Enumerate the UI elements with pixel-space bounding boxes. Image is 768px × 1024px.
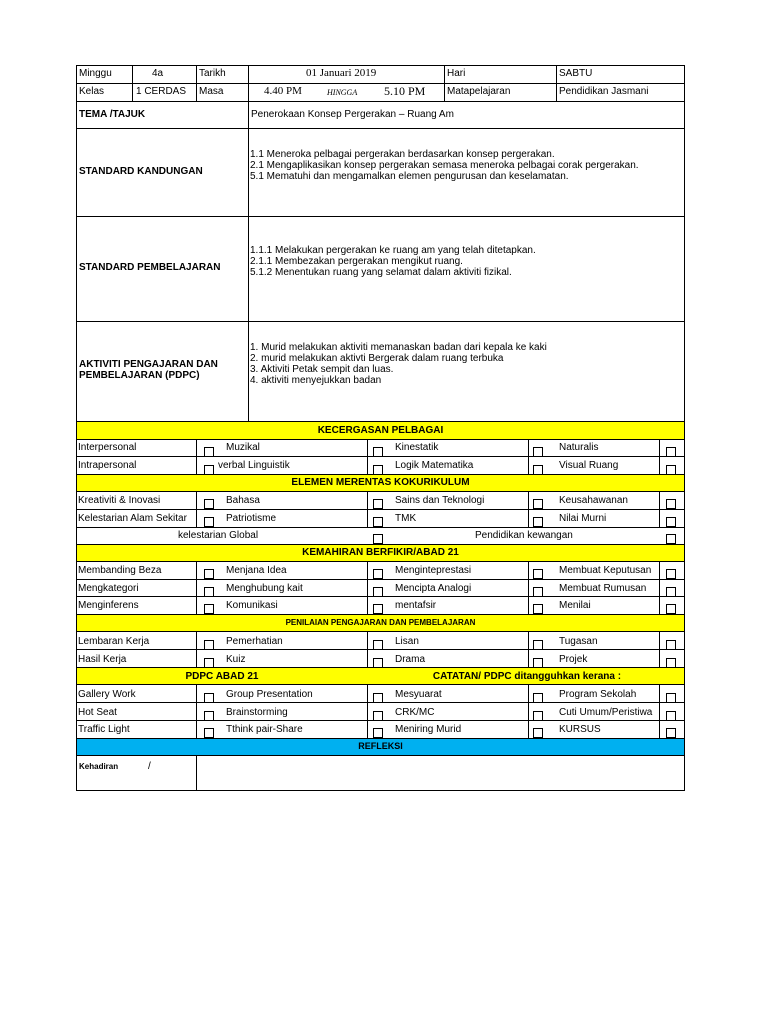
kbat-menginferens: Menginferens: [78, 600, 139, 611]
checkbox-mencipta-analogi[interactable]: [533, 587, 543, 597]
refleksi-title: REFLEKSI: [358, 741, 403, 751]
checkbox-mengintepretasi[interactable]: [533, 569, 543, 579]
checkbox-visual-ruang[interactable]: [666, 465, 676, 475]
pn-projek: Projek: [559, 654, 588, 665]
sp-line-2: 2.1.1 Membezakan pergerakan mengikut ruang.: [250, 256, 463, 267]
checkbox-projek[interactable]: [666, 658, 676, 668]
emk-title: ELEMEN MERENTAS KOKURIKULUM: [291, 477, 470, 488]
checkbox-kelestarian-alam[interactable]: [204, 517, 214, 527]
checkbox-hasil-kerja[interactable]: [204, 658, 214, 668]
kp-verbal-linguistik: verbal Linguistik: [218, 460, 290, 471]
kbat-membanding-beza: Membanding Beza: [78, 565, 162, 576]
checkbox-pemerhatian[interactable]: [373, 640, 383, 650]
pn-tugasan: Tugasan: [559, 636, 598, 647]
emk-pendidikan-kewangan: Pendidikan kewangan: [475, 530, 573, 541]
checkbox-membanding-beza[interactable]: [204, 569, 214, 579]
kbat-mentafsir: mentafsir: [395, 600, 437, 611]
kbat-membuat-keputusan: Membuat Keputusan: [559, 565, 652, 576]
checkbox-intrapersonal[interactable]: [204, 465, 214, 475]
checkbox-program-sekolah[interactable]: [666, 693, 676, 703]
masa-start: 4.40 PM: [264, 85, 302, 97]
kp-visual-ruang: Visual Ruang: [559, 460, 619, 471]
standard-kandungan-label: STANDARD KANDUNGAN: [79, 166, 203, 177]
emk-tmk: TMK: [395, 513, 417, 524]
aktiviti-line-1: 1. Murid melakukan aktiviti memanaskan badan dari kepala ke kaki: [250, 342, 547, 353]
checkbox-lisan[interactable]: [533, 640, 543, 650]
emk-kreativiti: Kreativiti & Inovasi: [78, 495, 161, 506]
kecergasan-title: KECERGASAN PELBAGAI: [317, 425, 444, 436]
checkbox-membuat-rumusan[interactable]: [666, 587, 676, 597]
hari-label: Hari: [447, 68, 466, 79]
checkbox-kursus[interactable]: [666, 728, 676, 738]
kbat-menilai: Menilai: [559, 600, 591, 611]
pdpc-hot-seat: Hot Seat: [78, 707, 117, 718]
kbat-membuat-rumusan: Membuat Rumusan: [559, 583, 647, 594]
pdpc-gallery-work: Gallery Work: [78, 689, 136, 700]
pdpc-mesyuarat: Mesyuarat: [395, 689, 442, 700]
emk-keusahawanan: Keusahawanan: [559, 495, 628, 506]
tarikh-value: 01 Januari 2019: [306, 67, 377, 79]
subject-value: Pendidikan Jasmani: [559, 86, 649, 97]
kbat-menghubung-kait: Menghubung kait: [226, 583, 303, 594]
pdpc-cuti-umum: Cuti Umum/Peristiwa: [559, 707, 653, 718]
penilaian-title: PENILAIAN PENGAJARAN DAN PEMBELAJARAN: [285, 618, 476, 627]
aktiviti-line-2: 2. murid melakukan aktivti Bergerak dalam ruang terbuka: [250, 353, 504, 364]
sp-line-3: 5.1.2 Menentukan ruang yang selamat dalam aktiviti fizikal.: [250, 267, 512, 278]
kbat-mengintepretasi: Menginteprestasi: [395, 565, 472, 576]
checkbox-tugasan[interactable]: [666, 640, 676, 650]
checkbox-mentafsir[interactable]: [533, 604, 543, 614]
checkbox-menghubung-kait[interactable]: [373, 587, 383, 597]
checkbox-group-presentation[interactable]: [373, 693, 383, 703]
checkbox-verbal-linguistik[interactable]: [373, 465, 383, 475]
pn-lisan: Lisan: [395, 636, 419, 647]
checkbox-nilai-murni[interactable]: [666, 517, 676, 527]
emk-sains: Sains dan Teknologi: [395, 495, 485, 506]
checkbox-crk-mc[interactable]: [533, 711, 543, 721]
kbat-menjana-idea: Menjana Idea: [226, 565, 287, 576]
hingga-label: HINGGA: [327, 88, 358, 97]
kp-muzikal: Muzikal: [226, 442, 260, 453]
kehadiran-separator: /: [148, 761, 151, 772]
checkbox-mengkategori[interactable]: [204, 587, 214, 597]
checkbox-patriotisme[interactable]: [373, 517, 383, 527]
checkbox-komunikasi[interactable]: [373, 604, 383, 614]
emk-bahasa: Bahasa: [226, 495, 260, 506]
tema-label: TEMA /TAJUK: [79, 109, 146, 120]
pn-hasil-kerja: Hasil Kerja: [78, 654, 127, 665]
emk-kelestarian-alam: Kelestarian Alam Sekitar: [78, 513, 187, 524]
checkbox-traffic-light[interactable]: [204, 728, 214, 738]
kbat-title: KEMAHIRAN BERFIKIR/ABAD 21: [302, 547, 459, 558]
pdpc-kursus: KURSUS: [559, 724, 601, 735]
sk-line-3: 5.1 Mematuhi dan mengamalkan elemen pengurusan dan keselamatan.: [250, 171, 569, 182]
checkbox-kuiz[interactable]: [373, 658, 383, 668]
pn-drama: Drama: [395, 654, 426, 665]
pdpc-group-presentation: Group Presentation: [226, 689, 313, 700]
checkbox-bahasa[interactable]: [373, 499, 383, 509]
pdpc-brainstorming: Brainstorming: [226, 707, 288, 718]
pdpc-crk-mc: CRK/MC: [395, 707, 435, 718]
emk-kelestarian-global: kelestarian Global: [178, 530, 259, 541]
pn-kuiz: Kuiz: [226, 654, 246, 665]
pdpc-title: PDPC ABAD 21: [185, 671, 259, 682]
tarikh-label: Tarikh: [199, 68, 226, 79]
checkbox-interpersonal[interactable]: [204, 447, 214, 457]
checkbox-kreativiti[interactable]: [204, 499, 214, 509]
checkbox-sains[interactable]: [533, 499, 543, 509]
kp-interpersonal: Interpersonal: [78, 442, 137, 453]
checkbox-menginferens[interactable]: [204, 604, 214, 614]
kbat-mengkategori: Mengkategori: [78, 583, 139, 594]
checkbox-think-pair-share[interactable]: [373, 728, 383, 738]
kp-kinestatik: Kinestatik: [395, 442, 439, 453]
checkbox-meniring-murid[interactable]: [533, 728, 543, 738]
checkbox-menilai[interactable]: [666, 604, 676, 614]
checkbox-gallery-work[interactable]: [204, 693, 214, 703]
minggu-label: Minggu: [79, 68, 112, 79]
checkbox-naturalis[interactable]: [666, 447, 676, 457]
checkbox-menjana-idea[interactable]: [373, 569, 383, 579]
pdpc-meniring-murid: Meniring Murid: [395, 724, 462, 735]
kelas-value: 1 CERDAS: [136, 86, 187, 97]
checkbox-tmk[interactable]: [533, 517, 543, 527]
checkbox-brainstorming[interactable]: [373, 711, 383, 721]
checkbox-pendidikan-kewangan[interactable]: [666, 534, 676, 544]
aktiviti-label-1: AKTIVITI PENGAJARAN DAN: [79, 359, 218, 370]
tema-value: Penerokaan Konsep Pergerakan – Ruang Am: [251, 109, 454, 120]
minggu-value: 4a: [152, 68, 164, 79]
sp-line-1: 1.1.1 Melakukan pergerakan ke ruang am yang telah ditetapkan.: [250, 245, 536, 256]
kp-intrapersonal: Intrapersonal: [78, 460, 137, 471]
sk-line-2: 2.1 Mengaplikasikan konsep pergerakan semasa meneroka pelbagai corak pergerakan.: [250, 160, 639, 171]
checkbox-mesyuarat[interactable]: [533, 693, 543, 703]
kehadiran-label: Kehadiran: [79, 762, 119, 771]
standard-pembelajaran-label: STANDARD PEMBELAJARAN: [79, 262, 221, 273]
aktiviti-line-3: 3. Aktiviti Petak sempit dan luas.: [250, 364, 394, 375]
checkbox-muzikal[interactable]: [373, 447, 383, 457]
pdpc-traffic-light: Traffic Light: [78, 724, 130, 735]
aktiviti-label-2: PEMBELAJARAN (PDPC): [79, 370, 200, 381]
kbat-mencipta-analogi: Mencipta Analogi: [395, 583, 472, 594]
subject-label: Matapelajaran: [447, 86, 511, 97]
masa-label: Masa: [199, 86, 224, 97]
pdpc-think-pair-share: Tthink pair-Share: [226, 724, 303, 735]
catatan-title: CATATAN/ PDPC ditangguhkan kerana :: [432, 671, 622, 682]
pn-lembaran-kerja: Lembaran Kerja: [78, 636, 150, 647]
emk-nilai-murni: Nilai Murni: [559, 513, 607, 524]
pdpc-program-sekolah: Program Sekolah: [559, 689, 637, 700]
kp-naturalis: Naturalis: [559, 442, 599, 453]
checkbox-lembaran-kerja[interactable]: [204, 640, 214, 650]
checkbox-keusahawanan[interactable]: [666, 499, 676, 509]
checkbox-logik-matematika[interactable]: [533, 465, 543, 475]
hari-value: SABTU: [559, 68, 593, 79]
kbat-komunikasi: Komunikasi: [226, 600, 278, 611]
pn-pemerhatian: Pemerhatian: [226, 636, 283, 647]
checkbox-drama[interactable]: [533, 658, 543, 668]
checkbox-cuti-umum[interactable]: [666, 711, 676, 721]
aktiviti-line-4: 4. aktiviti menyejukkan badan: [250, 375, 382, 386]
kp-logik-matematika: Logik Matematika: [395, 460, 474, 471]
checkbox-hot-seat[interactable]: [204, 711, 214, 721]
checkbox-kinestatik[interactable]: [533, 447, 543, 457]
refleksi-input-area[interactable]: [197, 756, 684, 790]
masa-end: 5.10 PM: [384, 84, 426, 98]
sk-line-1: 1.1 Meneroka pelbagai pergerakan berdasarkan konsep pergerakan.: [250, 149, 555, 160]
checkbox-membuat-keputusan[interactable]: [666, 569, 676, 579]
kelas-label: Kelas: [79, 86, 105, 97]
emk-patriotisme: Patriotisme: [226, 513, 277, 524]
checkbox-kelestarian-global[interactable]: [373, 534, 383, 544]
